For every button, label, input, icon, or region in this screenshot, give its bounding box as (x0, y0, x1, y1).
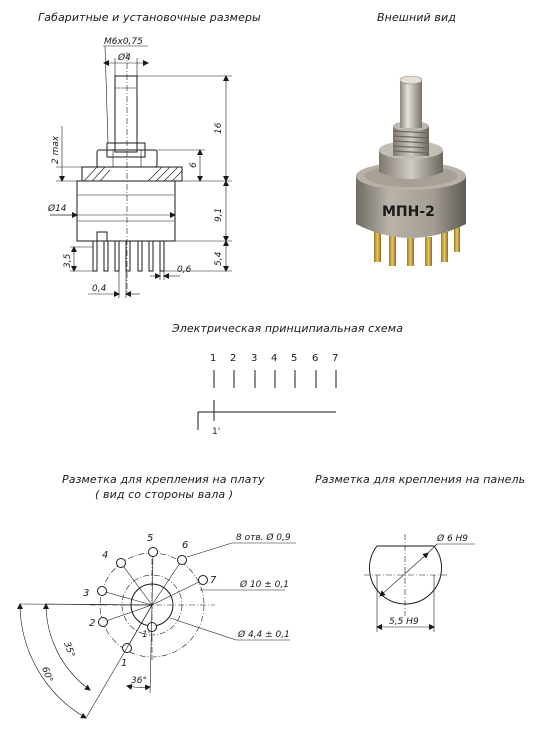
contact-4-label: 4 (271, 353, 278, 364)
nut-height-label: 6 (189, 162, 199, 168)
board-marking (20, 532, 296, 718)
hole-7-label: 7 (210, 575, 217, 586)
board-marking-title: Разметка для крепления на плату (62, 473, 265, 486)
thread-label: M6x0,75 (104, 37, 143, 47)
common-contact-label: 1' (212, 427, 221, 437)
contact-7-label: 7 (332, 353, 339, 364)
shaft-length-label: 16 (214, 122, 224, 134)
body-height-label: 9,1 (214, 207, 224, 222)
contact-2-label: 2 (230, 353, 237, 364)
pin-offset-label: 3,5 (63, 253, 73, 268)
panel-flat-label: 5,5 H9 (389, 617, 419, 627)
hole-5-label: 5 (147, 533, 154, 544)
panel-marking (364, 533, 475, 632)
schematic-title: Электрическая принципиальная схема (172, 322, 404, 335)
contact-1-label: 1 (210, 353, 217, 364)
board-common-label: 1' (142, 630, 151, 640)
switch-photo (356, 76, 466, 266)
pin-spacing-label: 0,4 (92, 284, 107, 294)
hole-6-label: 6 (182, 540, 189, 551)
pin-width-label: 0,6 (177, 265, 192, 275)
hole-3-label: 3 (83, 588, 90, 599)
shaft-diameter-label: Ø4 (118, 53, 131, 63)
contact-3-label: 3 (251, 353, 258, 364)
electrical-schematic (198, 353, 338, 437)
hole-4-label: 4 (102, 550, 109, 561)
hole-2-label: 2 (89, 618, 96, 629)
angle-35-label: 35° (61, 640, 77, 660)
circle-callout: Ø 10 ± 0,1 (240, 580, 289, 590)
contact-6-label: 6 (312, 353, 319, 364)
max-clearance-label: 2 max (51, 135, 61, 164)
pin-length-label: 5,4 (214, 251, 224, 266)
dimension-drawing (47, 37, 232, 298)
panel-marking-title: Разметка для крепления на панель (315, 473, 526, 486)
body-diameter-label: Ø14 (48, 204, 67, 214)
contact-5-label: 5 (291, 353, 298, 364)
center-callout: Ø 4,4 ± 0,1 (238, 630, 290, 640)
board-marking-subtitle: ( вид со стороны вала ) (95, 488, 234, 501)
angle-60-label: 60° (39, 665, 55, 685)
dimensions-title: Габаритные и установочные размеры (38, 11, 261, 24)
angle-36-label: 36° (131, 676, 147, 686)
hole-callout: 8 отв. Ø 0,9 (236, 533, 291, 543)
external-view-title: Внешний вид (377, 11, 456, 24)
photo-label: МПН-2 (382, 204, 435, 220)
hole-1-label: 1 (121, 658, 128, 669)
panel-diameter-callout: Ø 6 H9 (437, 534, 469, 544)
